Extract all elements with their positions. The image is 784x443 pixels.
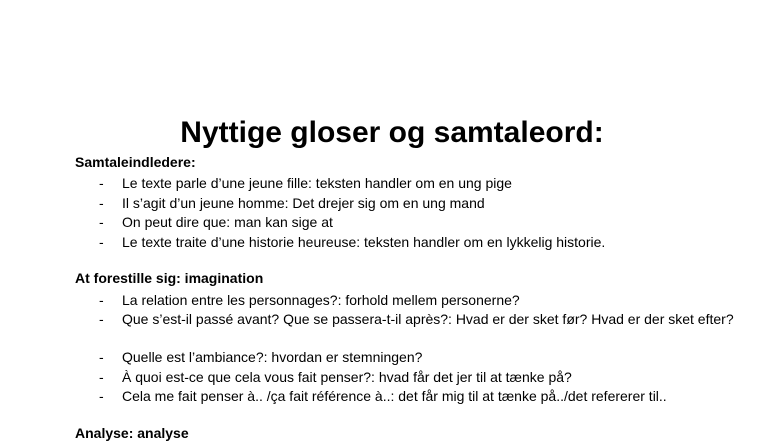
list-item (99, 173, 739, 193)
bullet-dash: - (99, 195, 104, 211)
list-item-text: Cela me fait penser à.. /ça fait référence à..: det får mig til at tænke på../det refererer til.. (122, 388, 667, 404)
list-item-text: Le texte traite d’une historie heureuse: teksten handler om en lykkelig historie. (122, 234, 606, 250)
list-item-text: Que s’est-il passé avant? Que se passera-t-il après?: Hvad er der sket før? Hvad er der sket efter? (122, 311, 734, 327)
list-item (99, 212, 739, 232)
list-item-text: À quoi est-ce que cela vous fait penser?: hvad får det jer til at tænke på? (122, 369, 572, 385)
section-heading-analyse: Analyse: analyse (75, 425, 189, 441)
bullet-dash: - (99, 369, 104, 385)
bullet-dash: - (99, 311, 104, 327)
list-item-text: Le texte parle d’une jeune fille: teksten handler om en ung pige (122, 175, 512, 191)
list-item-text: La relation entre les personnages?: forhold mellem personerne? (122, 292, 520, 308)
list-item (99, 290, 739, 310)
list-item (99, 367, 739, 387)
page-title: Nyttige gloser og samtaleord: (180, 116, 604, 149)
section-heading-at-forestille-sig: At forestille sig: imagination (75, 270, 264, 286)
list-item-text: On peut dire que: man kan sige at (122, 214, 333, 230)
list-item-text: Il s’agit d’un jeune homme: Det drejer sig om en ung mand (122, 195, 485, 211)
bullet-dash: - (99, 234, 104, 250)
bullet-dash: - (99, 175, 104, 191)
bullet-dash: - (99, 292, 104, 308)
bullet-dash: - (99, 388, 104, 404)
list-item (99, 347, 739, 367)
list-item (99, 232, 739, 252)
list-item (99, 386, 739, 406)
bullet-dash: - (99, 349, 104, 365)
bullet-dash: - (99, 214, 104, 230)
list-item (99, 309, 739, 329)
list-item-text: Quelle est l’ambiance?: hvordan er stemningen? (122, 349, 423, 365)
section-heading-samtaleindledere: Samtaleindledere: (75, 154, 196, 170)
list-item (99, 193, 739, 213)
